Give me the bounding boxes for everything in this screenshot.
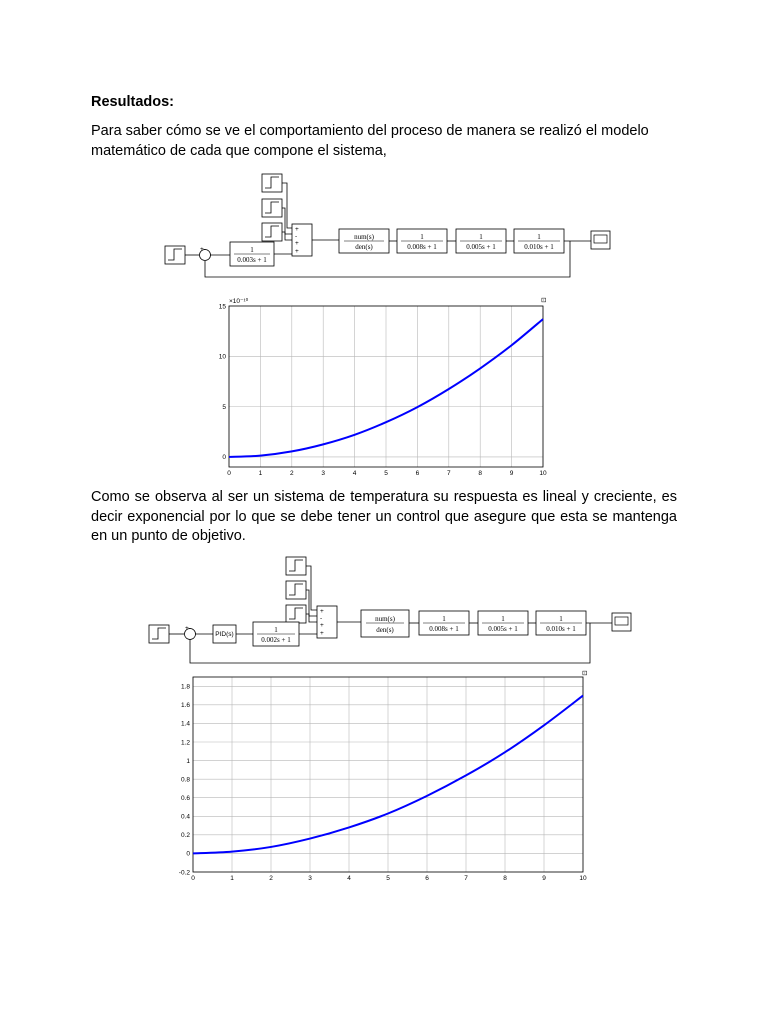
- chart2-y-tick-label: 1.6: [180, 702, 190, 710]
- sum-junction-2: [185, 625, 196, 640]
- transfer-fn-1-2: [419, 611, 469, 635]
- tf-num-2: 1: [274, 626, 278, 634]
- tf1-den: 0.008s + 1: [407, 243, 437, 251]
- chart2-x-tick-label: 7: [464, 875, 468, 882]
- svg-text:+: +: [320, 608, 324, 615]
- chart1-x-tick-label: 9: [509, 470, 514, 477]
- section-heading: Resultados:: [91, 94, 174, 110]
- gen-num: num(s): [354, 233, 374, 241]
- tf2-num: 1: [479, 233, 483, 241]
- sum-block: [292, 224, 312, 256]
- tf2-num-2: 1: [501, 615, 505, 623]
- chart2-y-tick-label: 0.2: [180, 832, 190, 840]
- chart2-x-tick-label: 0: [191, 875, 195, 882]
- chart1-x-tick-label: 6: [415, 470, 420, 477]
- chart-1: [0, 295, 768, 482]
- chart1-x-tick-label: 5: [384, 470, 388, 477]
- chart2-x-tick-label: 6: [425, 875, 429, 882]
- transfer-fn-2-2: [478, 611, 528, 635]
- tf-den: 0.003s + 1: [237, 256, 267, 264]
- step-source-bottom: [262, 223, 282, 241]
- chart2-y-tick-label: 0.8: [180, 776, 190, 784]
- chart1-x-tick-label: 0: [227, 470, 231, 477]
- chart2-x-tick-label: 8: [503, 875, 507, 882]
- step-source-bottom-2: [286, 605, 306, 623]
- chart-1-expand-icon: ⊡: [541, 297, 547, 304]
- tf-den-2: 0.002s + 1: [261, 636, 291, 644]
- tf1-num-2: 1: [442, 615, 446, 623]
- step-source-top-2: [286, 557, 306, 575]
- chart2-y-tick-label: 1.4: [180, 720, 190, 728]
- transfer-fn-2: [456, 229, 506, 253]
- svg-text:+: +: [295, 240, 299, 247]
- chart2-x-tick-label: 10: [579, 875, 587, 882]
- step-source-middle-2: [286, 581, 306, 599]
- svg-text:+: +: [295, 226, 299, 233]
- chart1-x-tick-label: 8: [478, 470, 483, 477]
- tf3-den-2: 0.010s + 1: [546, 625, 576, 633]
- sum-block-2: [317, 606, 337, 638]
- chart1-x-tick-label: 4: [352, 470, 357, 477]
- chart-2: [0, 668, 768, 888]
- chart-2-expand-icon: ⊡: [582, 670, 588, 677]
- svg-text:+: +: [320, 630, 324, 637]
- chart1-y-tick-label: 15: [218, 303, 226, 311]
- chart2-y-tick-label: 0: [186, 850, 190, 858]
- step-input: [165, 246, 185, 264]
- step-source-middle: [262, 199, 282, 217]
- gen-num-2: num(s): [375, 615, 395, 623]
- pid-label: PID(s): [215, 631, 234, 638]
- sum-junction: [200, 246, 211, 261]
- sum-signs-2: +-: [185, 625, 191, 632]
- chart2-x-tick-label: 9: [542, 875, 546, 882]
- tf3-num-2: 1: [559, 615, 563, 623]
- svg-text:-: -: [295, 233, 298, 240]
- tf3-den: 0.010s + 1: [524, 243, 554, 251]
- chart2-y-tick-label: 0.6: [180, 795, 190, 803]
- transfer-fn-first: [230, 242, 274, 266]
- svg-text:+: +: [320, 622, 324, 629]
- transfer-fn-3: [514, 229, 564, 253]
- chart1-y-tick-label: 0: [222, 454, 226, 462]
- intro-paragraph: [91, 122, 677, 161]
- block-diagram-2: [0, 553, 768, 673]
- tf3-num: 1: [537, 233, 541, 241]
- chart1-x-tick-label: 7: [446, 470, 451, 477]
- chart2-y-tick-label: 0.4: [180, 813, 190, 821]
- transfer-fn-1: [397, 229, 447, 253]
- transfer-fn-3-2: [536, 611, 586, 635]
- chart-1-exponent: ×10⁻¹⁰: [229, 298, 249, 305]
- intro-line-1: Para saber cómo se ve el comportamiento del proceso de manera se realizó el modelo: [91, 123, 649, 139]
- gen-den: den(s): [355, 243, 373, 251]
- chart1-x-tick-label: 3: [321, 470, 326, 477]
- tf1-den-2: 0.008s + 1: [429, 625, 459, 633]
- chart1-y-tick-label: 5: [222, 403, 226, 411]
- scope-icon: [591, 231, 610, 249]
- tf2-den-2: 0.005s + 1: [488, 625, 518, 633]
- tf1-num: 1: [420, 233, 424, 241]
- step-source-top: [262, 174, 282, 192]
- chart2-x-tick-label: 5: [386, 875, 390, 882]
- chart2-y-tick-label: 1.2: [180, 739, 190, 747]
- chart1-y-tick-label: 10: [218, 353, 226, 361]
- transfer-fn-general-2: [361, 610, 409, 637]
- intro-line-2: matemático de cada que compone el sistema,: [91, 142, 387, 159]
- step-input-2: [149, 625, 169, 643]
- chart1-x-tick-label: 1: [258, 470, 263, 477]
- transfer-fn-general: [339, 229, 389, 253]
- svg-text:+: +: [295, 248, 299, 255]
- sum-signs: +-: [200, 246, 206, 253]
- chart2-y-tick-label: 1: [186, 757, 190, 765]
- block-diagram-1: [0, 168, 768, 293]
- observation-paragraph: Como se observa al ser un sistema de temperatura su respuesta es lineal y creciente, es decir exponencial por lo que se debe tener un control que asegure que esta se mantenga en un punto de objetivo.: [91, 489, 677, 544]
- gen-den-2: den(s): [376, 626, 394, 634]
- scope-icon-2: [612, 613, 631, 631]
- chart2-y-tick-label: 1.8: [180, 683, 190, 691]
- chart1-x-tick-label: 10: [539, 470, 547, 477]
- pid-controller: [213, 625, 236, 643]
- chart1-x-tick-label: 2: [289, 470, 294, 477]
- chart2-x-tick-label: 1: [230, 875, 234, 882]
- svg-text:-: -: [320, 615, 323, 622]
- chart2-x-tick-label: 3: [308, 875, 312, 882]
- tf-num: 1: [250, 246, 254, 254]
- chart2-y-tick-label: -0.2: [178, 869, 190, 877]
- transfer-fn-first-2: [253, 622, 299, 646]
- chart2-x-tick-label: 4: [347, 875, 351, 882]
- tf2-den: 0.005s + 1: [466, 243, 496, 251]
- chart2-x-tick-label: 2: [269, 875, 273, 882]
